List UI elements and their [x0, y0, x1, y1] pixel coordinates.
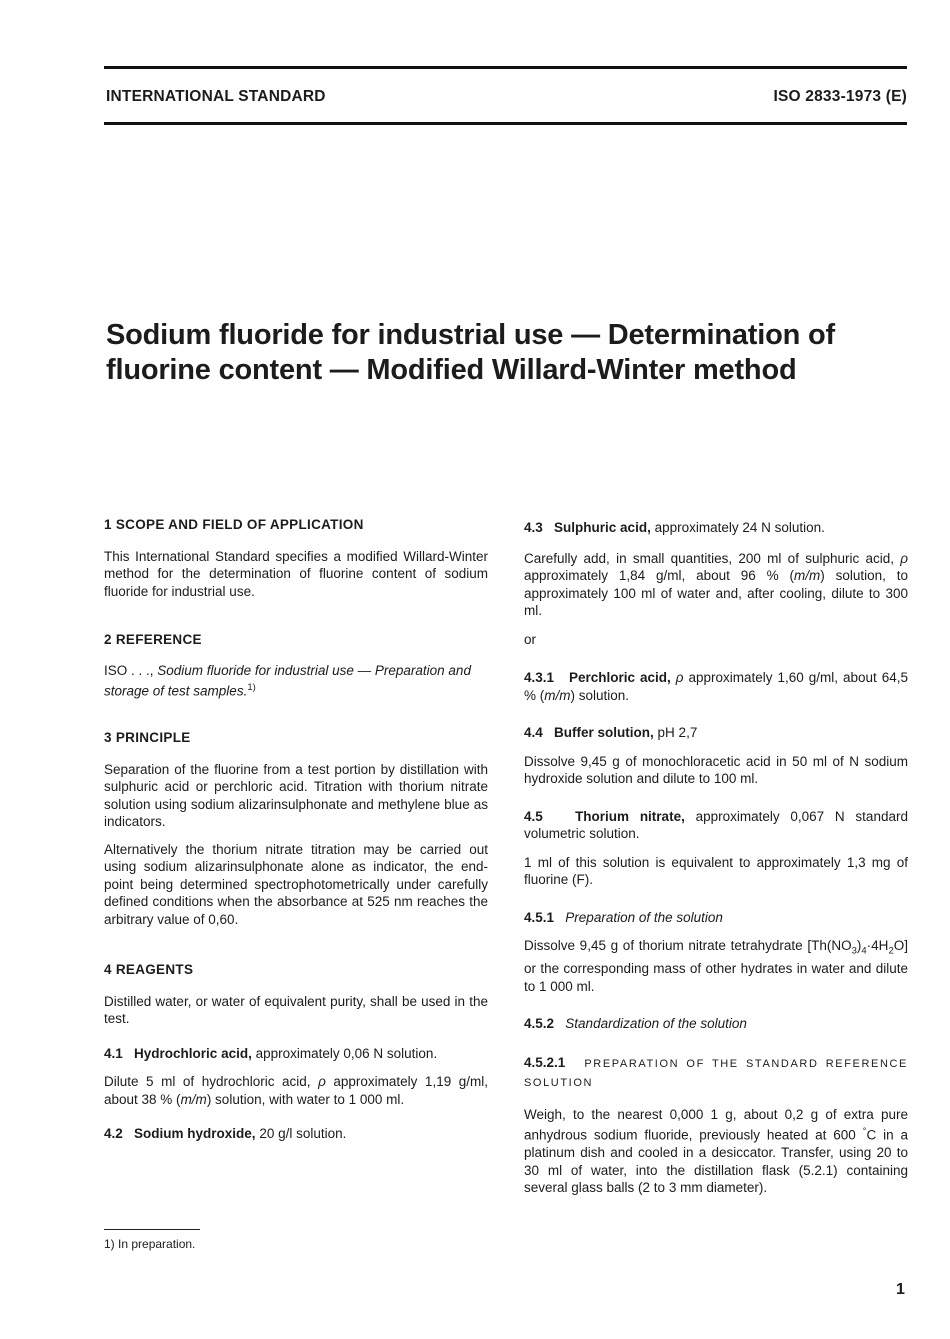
clause-4-5-2-1-text [524, 1106, 908, 1197]
clause-4-3 [524, 519, 908, 537]
t41-c: ) solution, with water to 1 000 ml. [206, 1091, 405, 1107]
t41-mm: m/m [180, 1091, 207, 1107]
clause-4-1-name: Hydrochloric acid, [134, 1045, 252, 1061]
clause-4-2 [104, 1125, 488, 1143]
page-number: 1 [896, 1281, 905, 1298]
clause-4-4-num: 4.4 [524, 725, 543, 740]
footnote: 1) In preparation. [104, 1237, 196, 1251]
t43-mm: m/m [794, 568, 821, 583]
t451-d: O] or the corresponding mass of other hydrates in water and dilute to 1 000 ml. [524, 938, 908, 994]
left-column [104, 516, 488, 1143]
section-2-heading: 2 REFERENCE [104, 632, 202, 647]
header-bottom-rule [104, 122, 907, 125]
t431-b: approximately 1,60 g/ml, about 64,5 % ( [524, 670, 908, 703]
clause-4-3-1-num: 4.3.1 [524, 670, 555, 685]
t431-mm: m/m [544, 687, 571, 703]
clause-4-5-1 [524, 909, 908, 927]
section-2-reference [104, 662, 488, 701]
section-1-heading: 1 SCOPE AND FIELD OF APPLICATION [104, 517, 364, 532]
section-3-heading: 3 PRINCIPLE [104, 730, 191, 745]
header-right: ISO 2833-1973 (E) [773, 88, 907, 105]
section-3-para-1: Separation of the fluorine from a test portion by distillation with sulphuric acid or perchloric acid. Titration with thorium nitrate solution using sodium alizarinsulphonate and methylene blue as indicators. [104, 761, 488, 829]
title-line-1: Sodium fluoride for industrial use — Determination of [106, 319, 835, 351]
document-title [106, 318, 906, 388]
header-top-rule [104, 66, 907, 69]
clause-4-5-2-1-num: 4.5.2.1 [524, 1054, 566, 1070]
right-column [524, 519, 908, 1197]
clause-4-2-name: Sodium hydroxide, [134, 1126, 256, 1141]
t451-sub3: 2 [888, 945, 894, 957]
clause-4-5 [524, 808, 908, 843]
t41-a: Dilute 5 ml of hydrochloric acid, [104, 1074, 319, 1089]
clause-4-5-rest: approximately 0,067 N standard volumetric solution. [524, 808, 908, 841]
clause-4-3-1-name: Perchloric acid, [568, 670, 671, 685]
section-4-intro: Distilled water, or water of equivalent purity, shall be used in the test. [104, 993, 488, 1026]
clause-4-3-text [524, 550, 908, 620]
clause-4-4-name: Buffer solution, [554, 725, 654, 740]
clause-4-3-name: Sulphuric acid, [554, 520, 651, 535]
clause-4-5-2 [524, 1015, 908, 1033]
reference-prefix: ISO . . ., [104, 662, 154, 678]
clause-4-5-1-num: 4.5.1 [524, 909, 555, 925]
t43-a: Carefully add, in small quantities, 200 ml of sulphuric acid, [524, 550, 901, 566]
clause-4-3-rest: approximately 24 N solution. [650, 520, 825, 535]
t451-b: ) [856, 938, 862, 953]
t451-sub2: 4 [861, 945, 867, 957]
section-1-text: This International Standard specifies a modified Willard-Winter method for the determination of fluorine content of sodium fluoride for industrial use. [104, 548, 488, 599]
t4521-a: Weigh, to the nearest 0,000 1 g, about 0,2 g of extra pure anhydrous sodium fluoride, previously heated at 600 [524, 1106, 908, 1143]
clause-4-4-rest: pH 2,7 [653, 725, 698, 740]
t43-b: approximately 1,84 g/ml, about 96 % ( [524, 568, 794, 583]
t41-b: approximately 1,19 g/ml, about 38 % ( [104, 1074, 489, 1107]
t4521-b: C in a platinum dish and cooled in a desiccator. Transfer, using 20 to 30 ml of water, into the distillation flask (5.2.1) containing several glass balls (2 to 3 mm diameter). [524, 1127, 908, 1196]
clause-4-5-2-1 [524, 1054, 908, 1093]
clause-4-5-num: 4.5 [524, 808, 543, 824]
clause-4-2-rest: 20 g/l solution. [255, 1126, 347, 1141]
clause-4-5-1-title: Preparation of the solution [565, 909, 723, 925]
clause-4-5-2-num: 4.5.2 [524, 1016, 555, 1032]
or-text: or [524, 631, 537, 647]
clause-4-1-rest: approximately 0,06 N solution. [251, 1045, 438, 1061]
footnote-rule [104, 1229, 200, 1230]
clause-4-3-1 [524, 669, 908, 704]
t41-rho: ρ [318, 1074, 326, 1089]
clause-4-2-num: 4.2 [104, 1126, 123, 1141]
t4521-deg: ° [862, 1126, 867, 1138]
clause-4-1-num: 4.1 [104, 1045, 123, 1061]
section-3-para-2: Alternatively the thorium nitrate titration may be carried out using sodium alizarinsulphonate alone as indicator, the end-point being determined spectrophotometrically under carefully defined conditions when the absorbance at 525 nm reaches the arbitrary value of 0,60. [104, 841, 488, 927]
clause-4-5-2-1-title: PREPARATION OF THE STANDARD REFERENCE SOLUTION [524, 1057, 908, 1090]
t451-sub1: 3 [851, 945, 857, 957]
title-line-2: fluorine content — Modified Willard-Winter method [106, 354, 797, 386]
clause-4-4 [524, 724, 908, 742]
clause-4-1 [104, 1045, 488, 1063]
t43-rho: ρ [900, 550, 908, 566]
t451-a: Dissolve 9,45 g of thorium nitrate tetrahydrate [Th(NO [524, 938, 852, 953]
clause-4-3-num: 4.3 [524, 520, 543, 535]
t431-c: ) solution. [570, 687, 630, 703]
section-4-heading: 4 REAGENTS [104, 962, 194, 977]
clause-4-1-text [104, 1073, 488, 1108]
clause-4-5-text: 1 ml of this solution is equivalent to approximately 1,3 mg of fluorine (F). [524, 854, 908, 887]
clause-4-4-text: Dissolve 9,45 g of monochloracetic acid in 50 ml of N sodium hydroxide solution and dilute to 100 ml. [524, 753, 908, 786]
t43-c: ) solution, to approximately 100 ml of water and, after cooling, dilute to 300 ml. [524, 568, 908, 618]
t451-c: 4H [871, 938, 889, 953]
clause-4-5-2-title: Standardization of the solution [565, 1016, 747, 1032]
footnote-ref: 1) [247, 682, 256, 693]
header-left: INTERNATIONAL STANDARD [106, 88, 326, 105]
clause-4-5-name: Thorium nitrate, [575, 808, 685, 824]
clause-4-5-1-text [524, 937, 908, 995]
t431-rho: ρ [675, 670, 684, 685]
reference-title: Sodium fluoride for industrial use — Preparation and storage of test samples. [104, 662, 471, 699]
t451-dot: · [866, 938, 872, 953]
